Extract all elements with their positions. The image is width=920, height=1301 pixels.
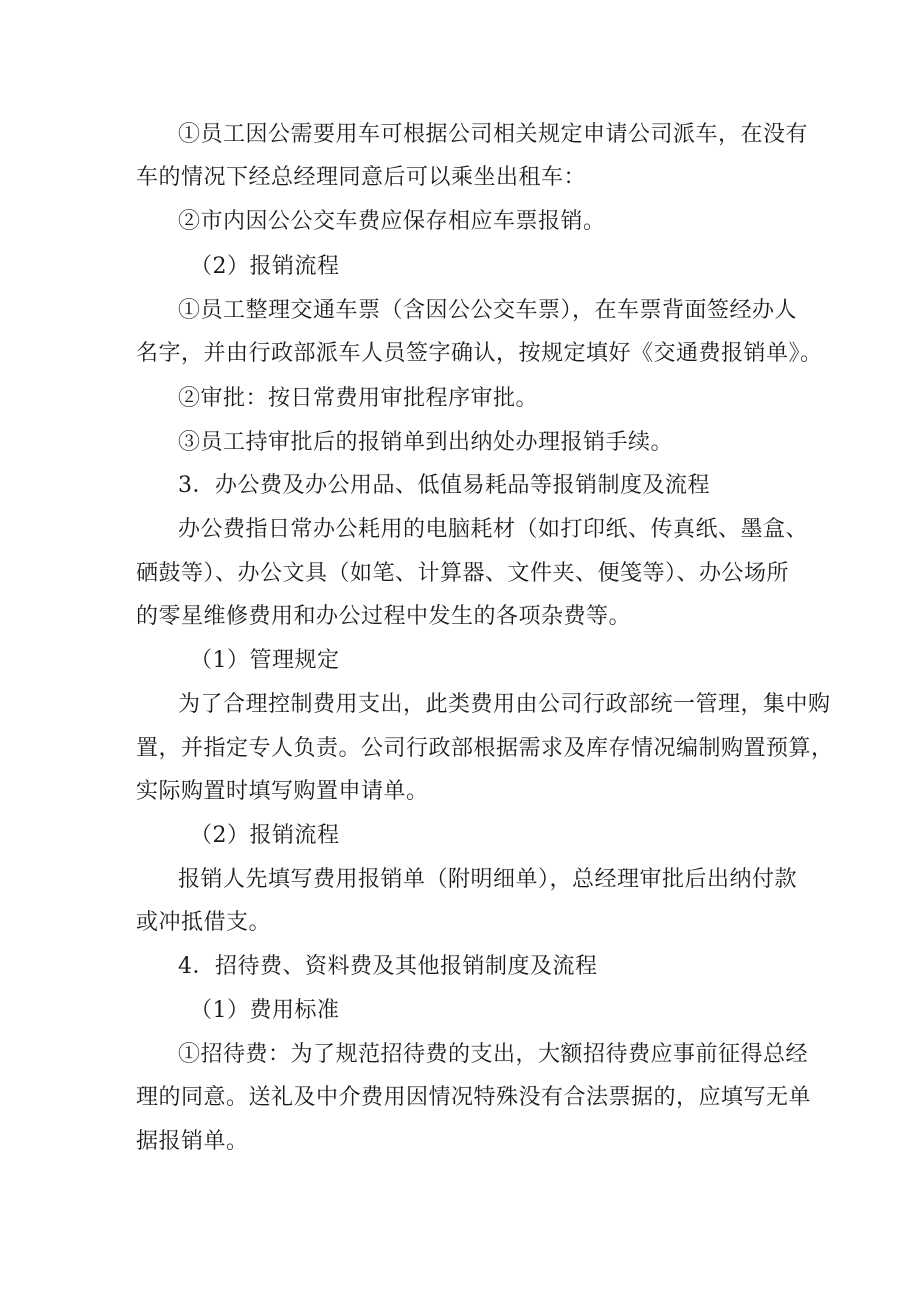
text-line: ②审批：按日常费用审批程序审批。 xyxy=(178,386,539,411)
text-line: 实际购置时填写购置申请单。 xyxy=(136,779,429,804)
text-line: ①招待费：为了规范招待费的支出，大额招待费应事前征得总经 xyxy=(178,1042,809,1067)
text-line: ①员工因公需要用车可根据公司相关规定申请公司派车，在没有 xyxy=(178,122,809,147)
text-line: 据报销单。 xyxy=(136,1129,249,1154)
section-heading: （2）报销流程 xyxy=(190,823,340,848)
section-heading: （1）费用标准 xyxy=(190,998,340,1023)
text-line: 办公费指日常办公耗用的电脑耗材（如打印纸、传真纸、墨盒、 xyxy=(178,517,809,542)
text-line: 置，并指定专人负责。公司行政部根据需求及库存情况编制购置预算， xyxy=(136,736,834,761)
text-line: 或冲抵借支。 xyxy=(136,910,272,935)
section-heading: 4．招待费、资料费及其他报销制度及流程 xyxy=(178,954,598,979)
text-line: 硒鼓等）、办公文具（如笔、计算器、文件夹、便笺等）、办公场所 xyxy=(136,561,790,586)
text-line: ③员工持审批后的报销单到出纳处办理报销手续。 xyxy=(178,430,674,455)
section-heading: （1）管理规定 xyxy=(190,648,340,673)
text-line: 报销人先填写费用报销单（附明细单），总经理审批后出纳付款 xyxy=(178,867,798,892)
text-line: ②市内因公公交车费应保存相应车票报销。 xyxy=(178,209,606,234)
text-line: ①员工整理交通车票（含因公公交车票），在车票背面签经办人 xyxy=(178,298,798,323)
text-line: 理的同意。送礼及中介费用因情况特殊没有合法票据的，应填写无单 xyxy=(136,1085,812,1110)
text-line: 为了合理控制费用支出，此类费用由公司行政部统一管理，集中购 xyxy=(178,692,831,717)
section-heading: （2）报销流程 xyxy=(190,254,340,279)
text-line: 名字，并由行政部派车人员签字确认，按规定填好《交通费报销单》。 xyxy=(136,341,823,366)
section-heading: 3．办公费及办公用品、低值易耗品等报销制度及流程 xyxy=(178,473,710,498)
text-line: 的零星维修费用和办公过程中发生的各项杂费等。 xyxy=(136,604,632,629)
text-line: 车的情况下经总经理同意后可以乘坐出租车： xyxy=(136,165,587,190)
